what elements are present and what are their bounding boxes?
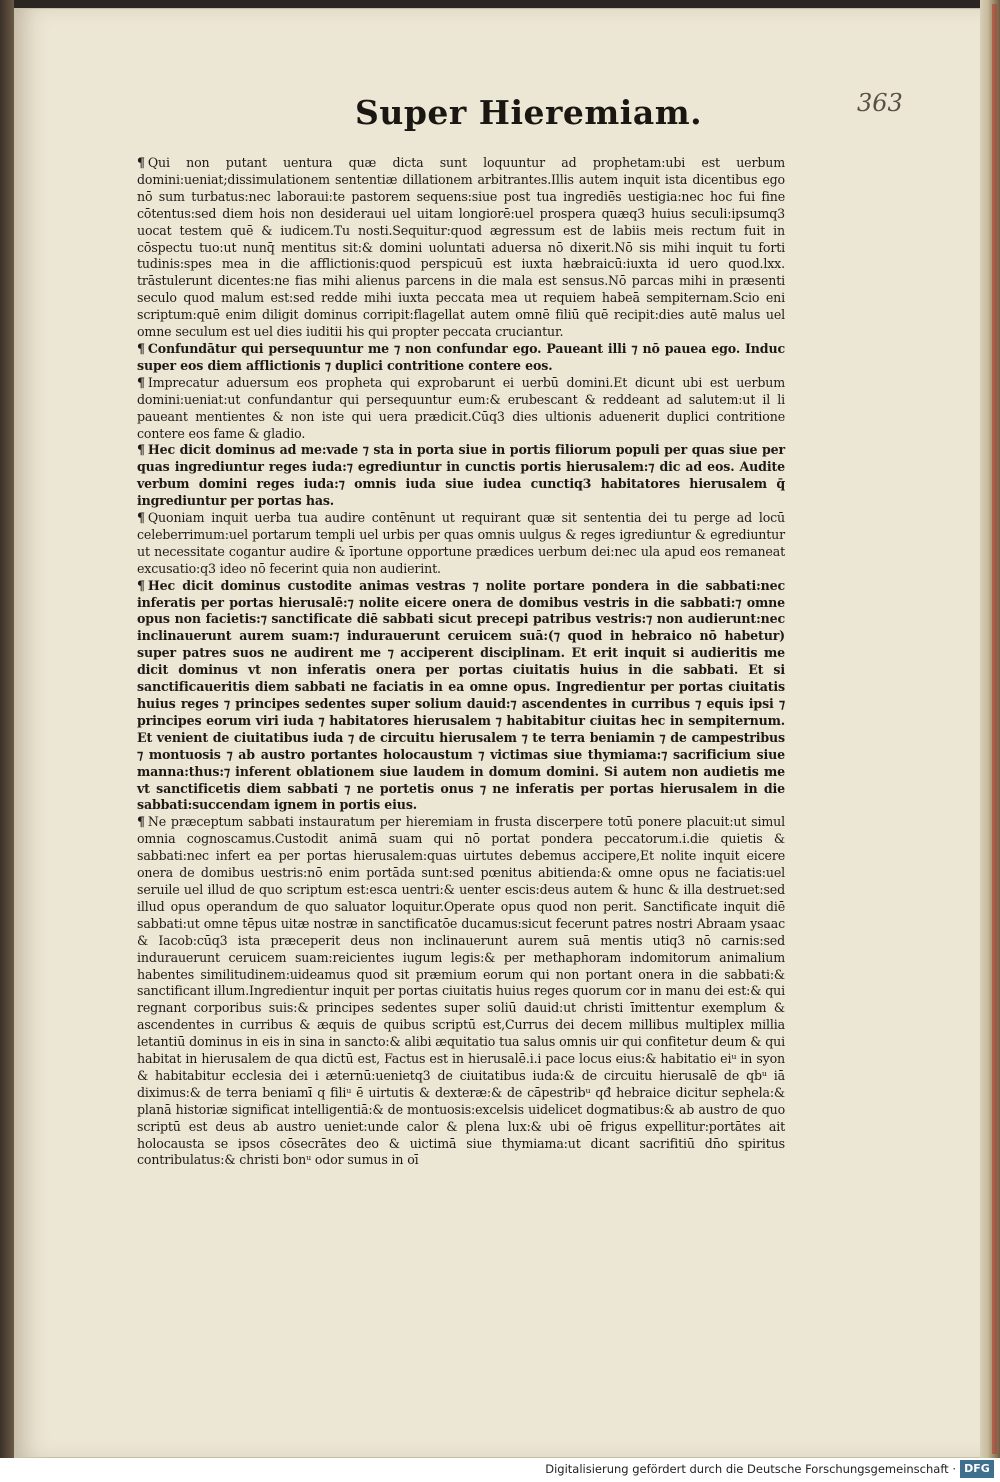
paragraph-4 bbox=[137, 442, 785, 510]
paragraph-text: Confundātur qui persequuntur me ⁊ non confundar ego. Paueant illi ⁊ nō pauea ego. Induc super eos diem afflictionis ⁊ duplici contritione contere eos. bbox=[137, 340, 785, 373]
paragraph-text: Qui non putant uentura quæ dicta sunt loquuntur ad prophetam:ubi est uerbum domini:ueniat;dissimulationem sententiæ dillationem arbitrantes.Illis autem inquit ista dicentibus ego nō sum turbatus:nec laboraui:te pastorem sequens:siue post tua ingrediēs uestigia:nec hoc fui fine cōtentus:sed diem hois non desideraui uel uitam longiorē:uel prospera quæq3 huius seculi:ipsumq3 uocat testem quē & iudicem.Tu nosti.Sequitur:quod ægressum est de labiis meis rectum fuit in cōspectu tuo:ut nunq̄ mentitus sit:& domini uoluntati aduersa nō dixerit.Nō sis mihi inquit tu forti tudinis:spes mea in die afflictionis:quod perspicuū est iuxta hæbraicū:iuxta id uero quod.lxx. trāstulerunt dicentes:ne fias mihi alienus parcens in die mala est sensus.Nō parcas mihi in præsenti seculo quod malum est:sed redde mihi iuxta peccata mea ut requiem habeā sempiternam.Scio eni scriptum:quē enim diligit dominus corripit:flagellat autem omnē filiū quē recipit:dies autē malus uel omne seculum est uel dies iuditii his qui propter peccata cruciantur. bbox=[137, 155, 785, 340]
main-text-block bbox=[137, 155, 785, 1169]
paragraph-3 bbox=[137, 375, 785, 443]
book-page bbox=[14, 8, 982, 1458]
dfg-logo: DFG bbox=[960, 1460, 994, 1478]
paragraph-mark: ¶ bbox=[137, 374, 145, 390]
folio-number: 363 bbox=[857, 89, 903, 117]
paragraph-mark: ¶ bbox=[137, 155, 145, 170]
paragraph-text: Hec dicit dominus custodite animas vestras ⁊ nolite portare pondera in die sabbati:nec inferatis per portas hierusalē:⁊ nolite eicere onera de domibus vestris in die sabbati:⁊ omne opus non facietis:⁊ sanctificate diē sabbati sicut precepi patribus vestris:⁊ non audierunt:nec inclinauerunt aurem suam:⁊ indurauerunt ceruicem suā:(⁊ quod in hebraico nō habetur) super patres suos ne audirent me ⁊ acciperent disciplinam. Et erit inquit si audieritis me dicit dominus vt non inferatis onera per portas ciuitatis huius in die sabbati. Et si sanctificaueritis diem sabbati ne faciatis in ea omne opus. Ingredientur per portas ciuitatis huius reges ⁊ principes sedentes super solium dauid:⁊ ascendentes in curribus ⁊ equis ipsi ⁊ principes eorum viri iuda ⁊ habitatores hierusalem ⁊ habitabitur ciuitas hec in sempiternum. Et venient de ciuitatibus iuda ⁊ de circuitu hierusalem ⁊ te terra beniamin ⁊ de campestribus ⁊ montuosis ⁊ ab austro portantes holocaustum ⁊ victimas siue thymiama:⁊ sacrificium siue manna:thus:⁊ inferent oblationem siue laudem in domum domini. Si autem non audietis me vt sanctificetis diem sabbati ⁊ ne portetis onus ⁊ ne inferatis per portas hierusalem in die sabbati:succendam ignem in portis eius. bbox=[137, 577, 785, 813]
digitization-footer bbox=[0, 1458, 1000, 1482]
paragraph-text: Ne præceptum sabbati instauratum per hieremiam in frusta discerpere totū ponere placuit:ut simul omnia cognoscamus.Custodit animā suam qui nō portat pondera peccatorum.i.die quietis & sabbati:nec infert ea per portas hierusalem:quas uirtutes debemus accipere,Et nolite inquit eicere onera de domibus uestris:nō enim portāda sunt:sed pœnitus abitienda:& omne opus ne faciatis:uel seruile uel illud de quo scriptum est:esca uentri:& uenter escis:deus autem & hunc & illa destruet:sed illud opus operandum de quo saluator loquitur.Operate opus quod non perit. Sanctificate inquit diē sabbati:ut omne tēpus uitæ nostræ in sanctificatōe ducamus:sicut fecerunt patres nostri Abraam ysaac & Iacob:cūq3 ista præceperit deus non inclinauerunt aurem suā mentis utiq3 nō carnis:sed indurauerunt ceruicem suam:reicientes iugum legis:& per methaphoram indomitorum animalium habentes similitudinem:uideamus quod sit præmium eorum qui non portant onera in die sabbati:& sanctificant illum.Ingredientur inquit per portas ciuitatis huius reges quorum cor in manu dei est:& qui regnant corporibus suis:& principes sedentes super soliū dauid:ut christi īmittentur exemplum & ascendentes in curribus & æquis de quibus scriptū est,Currus dei decem millibus multiplex millia letantiū dominus in eis in sina in sancto:& alibi æquitatio tua salus omnis uir qui confitetur deum & qui habitat in hierusalem de qua dictū est, Factus est in hierusalē.i.i pace locus eius:& habitatio eiᵘ in syon & habitabitur ecclesia dei i æternū:uenietq3 de ciuitatibus iuda:& de circuitu hierusalē de qbᵘ iā diximus:& de terra beniamī q filiᵘ ē uirtutis & dexteræ:& de cāpestribᵘ qđ hebraice dicitur sephela:& planā historiæ significat intelligentiā:& de montuosis:excelsis uidelicet dogmatibus:& ab austro de quo scriptū est deus ab austro ueniet:unde calor & plena lux:& ubi oē frigus expellitur:portātes ait holocausta se ipsos cōsecrātes deo & uictimā siue thymiama:ut dicant sacrifitiū dn̄o spiritus contribulatus:& christi bonᵘ odor sumus in oī bbox=[137, 814, 785, 1168]
paragraph-mark: ¶ bbox=[137, 510, 145, 526]
paragraph-text: Hec dicit dominus ad me:vade ⁊ sta in porta siue in portis filiorum populi per quas siue per quas ingrediuntur reges iuda:⁊ egrediuntur in cunctis portis hierusalem:⁊ dic ad eos. Audite verbum domini reges iuda:⁊ omnis iuda siue iudea cunctiq3 habitatores hierusalem q̄ ingrediuntur per portas has. bbox=[137, 442, 785, 509]
paragraph-2 bbox=[137, 341, 785, 375]
red-edge-stripe bbox=[992, 4, 997, 1454]
paragraph-mark: ¶ bbox=[137, 442, 145, 458]
paragraph-mark: ¶ bbox=[137, 340, 145, 356]
book-spine-edge bbox=[0, 0, 14, 1460]
paragraph-mark: ¶ bbox=[137, 814, 145, 830]
paragraph-6 bbox=[137, 578, 785, 815]
paragraph-text: Imprecatur aduersum eos propheta qui exprobarunt ei uerbū domini.Et dicunt ubi est uerbum domini:ueniat:ut confundantur qui persequuntur eum:& erubescant & reddeant ad salutem:ut il li paueant mentientes & non iste qui uera prædicit.Cūq3 dies ultionis aduenerit duplici contritione contere eos fame & gladio. bbox=[137, 374, 785, 441]
paragraph-7 bbox=[137, 814, 785, 1169]
page-fore-edge bbox=[980, 0, 1000, 1460]
funding-credit: Digitalisierung gefördert durch die Deutsche Forschungsgemeinschaft · bbox=[545, 1462, 956, 1476]
paragraph-1 bbox=[137, 155, 785, 341]
running-header: Super Hieremiam. bbox=[355, 93, 703, 132]
paragraph-5 bbox=[137, 510, 785, 578]
paragraph-mark: ¶ bbox=[137, 577, 145, 593]
paragraph-text: Quoniam inquit uerba tua audire contēnunt ut requirant quæ sit sententia dei tu perge ad locū celeberrimum:uel portarum templi uel urbis per quas omnis uulgus & reges igrediuntur & egrediuntur ut necessitate cogantur audire & īportune opportune prædices uerbum dei:nec ula apud eos remaneat excusatio:q3 ideo nō fecerint quia non audierint. bbox=[137, 510, 785, 576]
